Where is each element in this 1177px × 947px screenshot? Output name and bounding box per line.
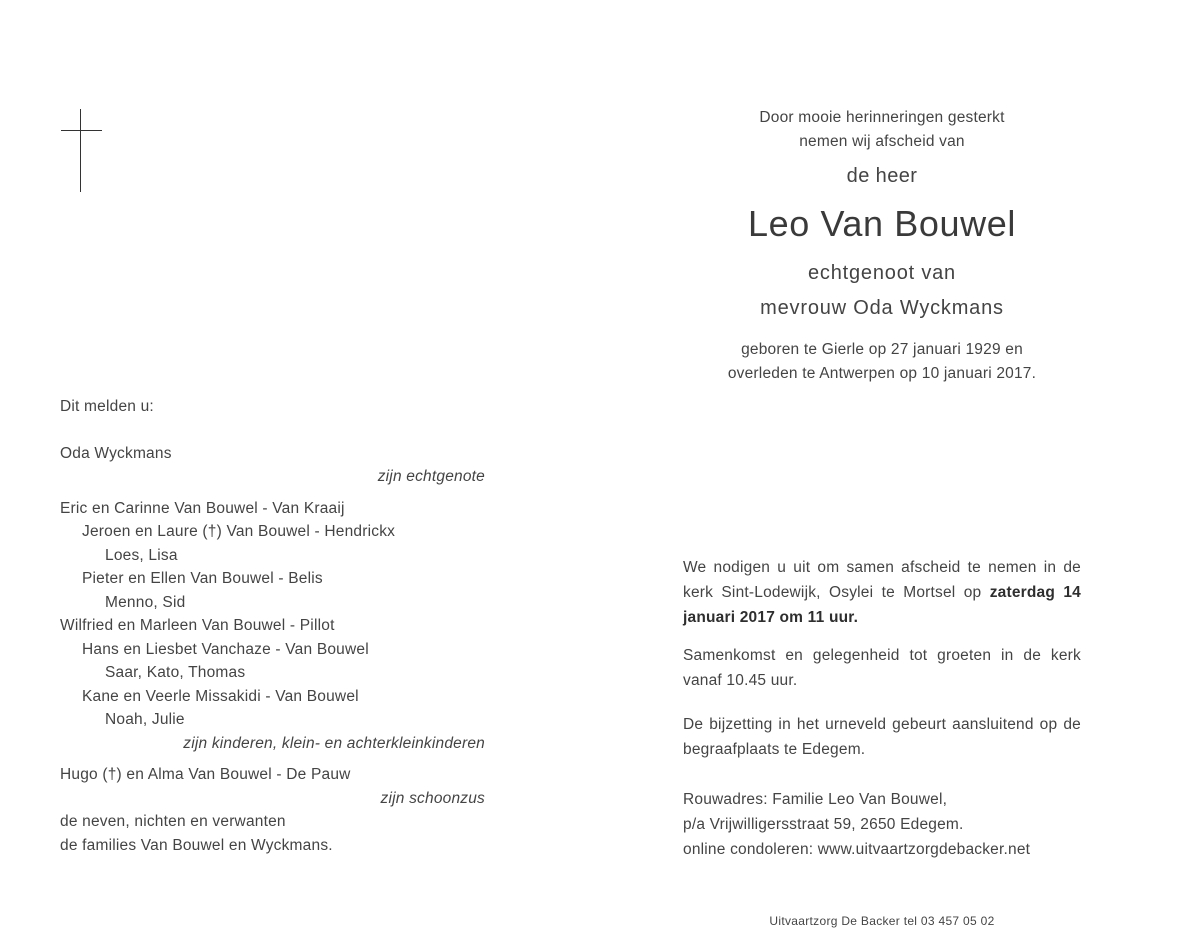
child-line: Wilfried en Marleen Van Bouwel - Pillot [60,617,335,634]
birth-line: geboren te Gierle op 27 januari 1929 en [741,341,1023,358]
sibling-role: zijn schoonzus [380,789,485,807]
ceremony-info [683,555,1081,862]
family-heading: Dit melden u: [60,398,154,415]
sibling-line: Hugo (†) en Alma Van Bouwel - De Pauw [60,766,351,783]
spouse-line-1: echtgenoot van [808,262,956,284]
spouse-info [682,256,1082,326]
honorific: de heer [846,165,918,187]
grandchild-line: Pieter en Ellen Van Bouwel - Belis [82,570,323,587]
child-line: Eric en Carinne Van Bouwel - Van Kraaij [60,499,345,517]
spouse-name: Oda Wyckmans [60,444,172,462]
children-role: zijn kinderen, klein- en achterkleinkinderen [183,734,485,752]
intro-text [682,106,1082,154]
intro-line-2: nemen wij afscheid van [799,133,965,150]
family-list [60,395,485,857]
life-dates [682,338,1082,386]
gathering-paragraph: Samenkomst en gelegenheid tot groeten in de kerk vanaf 10.45 uur. [683,647,1081,689]
great-grandchild-line: Menno, Sid [105,593,186,611]
relatives-line-2: de families Van Bouwel en Wyckmans. [60,836,333,854]
deceased-name: Leo Van Bouwel [748,203,1016,244]
grandchild-line: Hans en Liesbet Vanchaze - Van Bouwel [82,640,369,658]
great-grandchild-line: Saar, Kato, Thomas [105,664,246,681]
announcement [682,106,1082,386]
address-line-1: Rouwadres: Familie Leo Van Bouwel, [683,791,948,808]
address-block [683,787,1081,862]
intro-line-1: Door mooie herinneringen gesterkt [759,109,1005,126]
condolence-line: online condoleren: www.uitvaartzorgdebacker.net [683,841,1031,858]
relatives-line-1: de neven, nichten en verwanten [60,813,286,830]
spouse-line-2: mevrouw Oda Wyckmans [760,297,1004,319]
invitation-text: We nodigen u uit om samen afscheid te nemen in de kerk Sint-Lodewijk, Osylei te Mortsel op [683,559,1081,601]
invitation-paragraph [683,555,1081,630]
burial-paragraph: De bijzetting in het urneveld gebeurt aansluitend op de begraafplaats te Edegem. [683,716,1081,758]
grandchild-line: Kane en Veerle Missakidi - Van Bouwel [82,687,359,705]
cross-vertical-bar [80,109,81,192]
death-line: overleden te Antwerpen op 10 januari 2017. [727,365,1037,382]
address-line-2: p/a Vrijwilligersstraat 59, 2650 Edegem. [683,816,964,833]
cross-horizontal-bar [61,130,102,131]
ceremony-date: zaterdag 14 januari 2017 om 11 uur. [683,584,1081,626]
grandchild-line: Jeroen en Laure (†) Van Bouwel - Hendrickx [82,523,396,540]
great-grandchild-line: Noah, Julie [105,711,185,728]
spouse-role: zijn echtgenote [377,468,485,485]
funeral-home-footer: Uitvaartzorg De Backer tel 03 457 05 02 [769,914,995,928]
great-grandchild-line: Loes, Lisa [105,546,178,564]
